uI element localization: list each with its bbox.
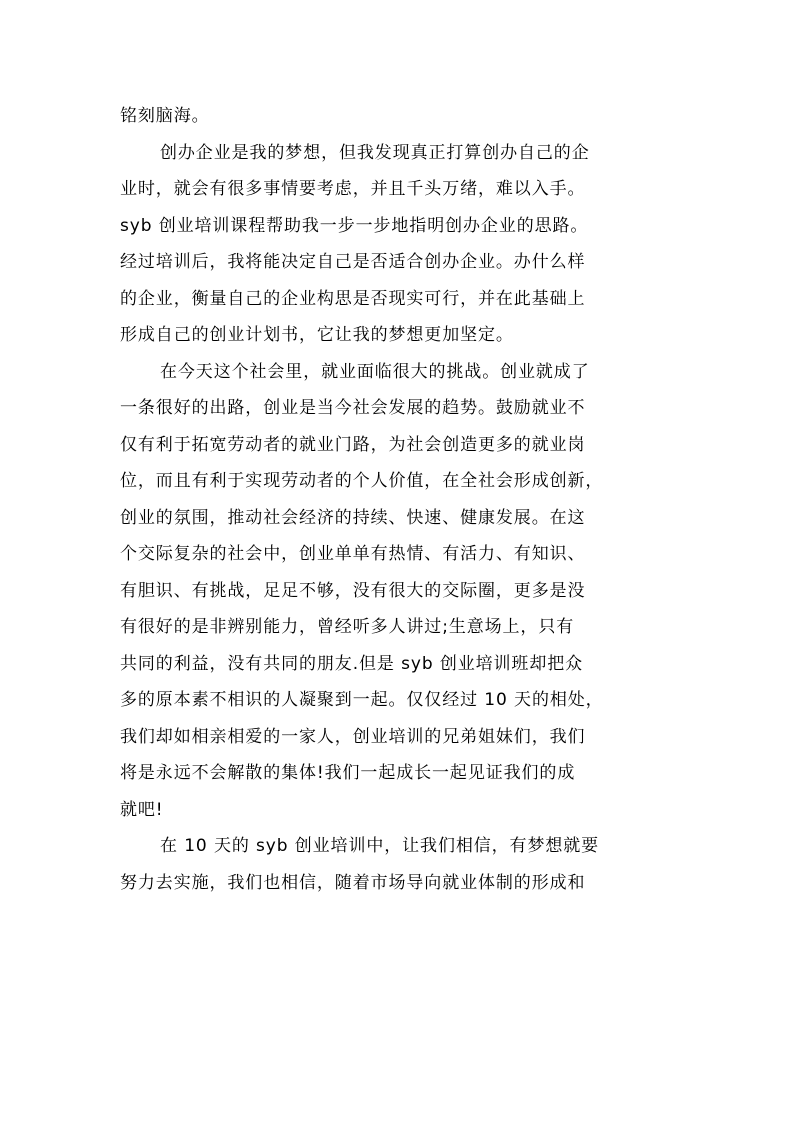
- text-line: 一条很好的出路，创业是当今社会发展的趋势。鼓励就业不: [120, 398, 586, 418]
- text-line: 有胆识、有挑战，足足不够，没有很大的交际圈，更多是没: [120, 580, 586, 601]
- paragraph-start-line: 在今天这个社会里，就业面临很大的挑战。创业就成了: [160, 361, 590, 382]
- text-line: 仅有利于拓宽劳动者的就业门路，为社会创造更多的就业岗: [120, 434, 586, 455]
- text-line: 努力去实施，我们也相信，随着市场导向就业体制的形成和: [120, 872, 586, 893]
- text-line: 业时，就会有很多事情要考虑，并且千头万绪，难以入手。: [120, 179, 586, 199]
- text-line: 创业的氛围，推动社会经济的持续、快速、健康发展。在这: [120, 507, 586, 528]
- text-line: 位，而且有利于实现劳动者的个人价值，在全社会形成创新，: [120, 471, 604, 491]
- paragraph-start-line: 创办企业是我的梦想，但我发现真正打算创办自己的企: [160, 142, 590, 163]
- text-line: 形成自己的创业计划书，它让我的梦想更加坚定。: [120, 325, 514, 345]
- text-line: 就吧!: [120, 799, 164, 820]
- text-line: 个交际复杂的社会中，创业单单有热情、有活力、有知识、: [120, 544, 586, 564]
- paragraph-start-line: 在 10 天的 syb 创业培训中，让我们相信，有梦想就要: [160, 836, 600, 856]
- text-line: 铭刻脑海。: [120, 106, 210, 126]
- text-line: 共同的利益，没有共同的朋友.但是 syb 创业培训班却把众: [120, 653, 584, 674]
- text-line: 的企业，衡量自己的企业构思是否现实可行，并在此基础上: [120, 288, 586, 309]
- document-body: [120, 98, 690, 901]
- text-line: syb 创业培训课程帮助我一步一步地指明创办企业的思路。: [120, 215, 589, 236]
- text-line: 将是永远不会解散的集体!我们一起成长一起见证我们的成: [120, 763, 576, 783]
- text-line: 多的原本素不相识的人凝聚到一起。仅仅经过 10 天的相处，: [120, 690, 604, 710]
- text-line: 经过培训后，我将能决定自己是否适合创办企业。办什么样: [120, 252, 586, 272]
- text-line: 我们却如相亲相爱的一家人，创业培训的兄弟姐妹们，我们: [120, 726, 586, 747]
- text-line: 有很好的是非辨别能力，曾经听多人讲过;生意场上，只有: [120, 617, 575, 637]
